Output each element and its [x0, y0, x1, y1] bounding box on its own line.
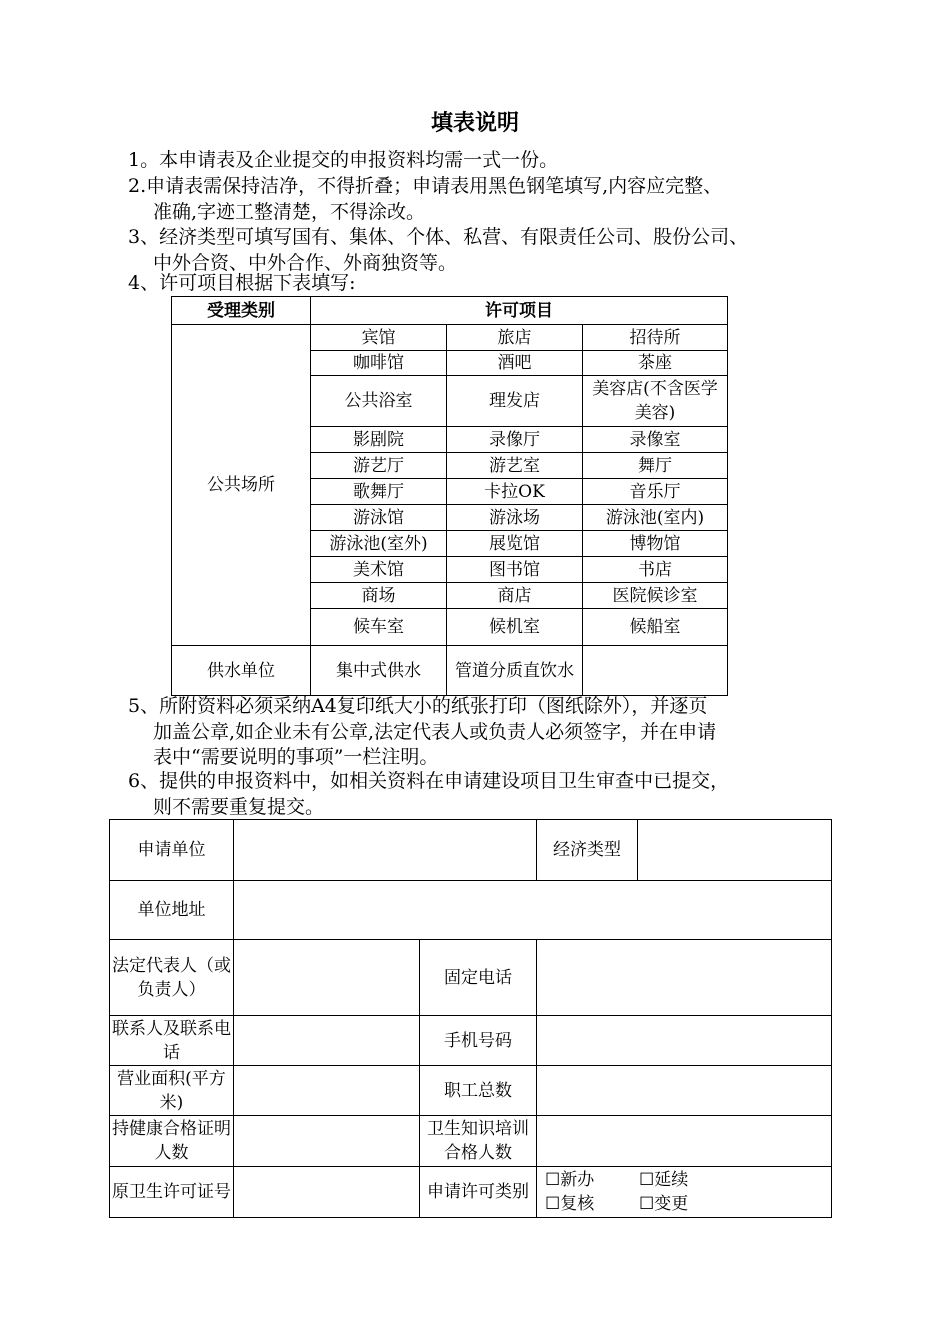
label-contact: 联系人及联系电话	[110, 1016, 234, 1066]
contact-field[interactable]	[234, 1016, 420, 1066]
label-landline: 固定电话	[420, 940, 537, 1016]
label-training: 卫生知识培训合格人数	[420, 1116, 537, 1167]
table-cell: 商场	[311, 583, 447, 609]
table-cell: 游泳池(室内)	[583, 505, 728, 531]
table-cell: 集中式供水	[311, 646, 447, 696]
table-cell: 商店	[447, 583, 583, 609]
table-cell: 卡拉OK	[447, 479, 583, 505]
area-field[interactable]	[234, 1066, 420, 1116]
table-cell: 候船室	[583, 609, 728, 646]
table-cell: 录像室	[583, 427, 728, 453]
table-cell: 医院候诊室	[583, 583, 728, 609]
staff-total-field[interactable]	[537, 1066, 832, 1116]
category-water-supply: 供水单位	[172, 646, 311, 696]
application-form	[109, 819, 832, 1218]
mobile-field[interactable]	[537, 1016, 832, 1066]
old-license-field[interactable]	[234, 1167, 420, 1218]
label-unit-address: 单位地址	[110, 881, 234, 940]
apply-type-options	[537, 1167, 832, 1218]
header-category: 受理类别	[172, 297, 311, 325]
legal-rep-field[interactable]	[234, 940, 420, 1016]
table-cell: 书店	[583, 557, 728, 583]
table-cell: 图书馆	[447, 557, 583, 583]
economic-type-field[interactable]	[638, 820, 832, 881]
table-cell: 公共浴室	[311, 376, 447, 427]
header-items: 许可项目	[311, 297, 728, 325]
table-cell: 咖啡馆	[311, 351, 447, 376]
option-renew-checkbox[interactable]: ☐延续	[639, 1170, 689, 1190]
health-cert-field[interactable]	[234, 1116, 420, 1167]
unit-address-field[interactable]	[234, 881, 832, 940]
table-cell: 旅店	[447, 325, 583, 351]
page-title: 填表说明	[430, 111, 519, 136]
label-health-cert: 持健康合格证明人数	[110, 1116, 234, 1167]
table-cell: 游艺厅	[311, 453, 447, 479]
table-cell: 游泳馆	[311, 505, 447, 531]
table-cell	[583, 646, 728, 696]
label-applicant-unit: 申请单位	[110, 820, 234, 881]
instruction-4: 4、许可项目根据下表填写:	[128, 272, 356, 294]
label-economic-type: 经济类型	[537, 820, 638, 881]
table-cell: 游泳场	[447, 505, 583, 531]
label-staff-total: 职工总数	[420, 1066, 537, 1116]
table-cell: 录像厅	[447, 427, 583, 453]
label-legal-rep: 法定代表人（或负责人）	[110, 940, 234, 1016]
option-new-checkbox[interactable]: ☐新办	[545, 1170, 595, 1190]
instruction-1: 1。本申请表及企业提交的申报资料均需一式一份。	[128, 149, 559, 171]
label-mobile: 手机号码	[420, 1016, 537, 1066]
table-cell: 舞厅	[583, 453, 728, 479]
instruction-6: 6、提供的申报资料中，如相关资料在申请建设项目卫生审查中已提交， 则不需要重复提交。	[128, 770, 730, 818]
option-review-checkbox[interactable]: ☐复核	[545, 1194, 595, 1214]
table-cell: 歌舞厅	[311, 479, 447, 505]
label-apply-type: 申请许可类别	[420, 1167, 537, 1218]
table-cell: 招待所	[583, 325, 728, 351]
landline-field[interactable]	[537, 940, 832, 1016]
license-items-table	[171, 296, 728, 696]
table-cell: 候机室	[447, 609, 583, 646]
label-area: 营业面积(平方米)	[110, 1066, 234, 1116]
table-cell: 游艺室	[447, 453, 583, 479]
table-cell: 游泳池(室外)	[311, 531, 447, 557]
applicant-unit-field[interactable]	[234, 820, 537, 881]
training-field[interactable]	[537, 1116, 832, 1167]
table-cell: 展览馆	[447, 531, 583, 557]
option-change-checkbox[interactable]: ☐变更	[639, 1194, 689, 1214]
table-cell: 博物馆	[583, 531, 728, 557]
table-cell: 美术馆	[311, 557, 447, 583]
instruction-2: 2.申请表需保持洁净，不得折叠；申请表用黑色钢笔填写,内容应完整、 准确,字迹工整清楚，不得涂改。	[128, 175, 723, 223]
instruction-5: 5、所附资料必须采纳A4复印纸大小的纸张打印（图纸除外），并逐页 加盖公章,如企业未有公章,法定代表人或负责人必须签字，并在申请 表中“需要说明的事项”一栏注明。	[128, 695, 717, 768]
label-old-license: 原卫生许可证号	[110, 1167, 234, 1218]
table-cell: 酒吧	[447, 351, 583, 376]
table-cell: 茶座	[583, 351, 728, 376]
category-public-places: 公共场所	[172, 325, 311, 646]
table-cell: 音乐厅	[583, 479, 728, 505]
table-cell: 美容店(不含医学美容)	[583, 376, 728, 427]
instruction-3: 3、经济类型可填写国有、集体、个体、私营、有限责任公司、股份公司、 中外合资、中外合作、外商独资等。	[128, 226, 749, 274]
table-cell: 理发店	[447, 376, 583, 427]
table-cell: 候车室	[311, 609, 447, 646]
table-cell: 影剧院	[311, 427, 447, 453]
table-cell: 管道分质直饮水	[447, 646, 583, 696]
table-cell: 宾馆	[311, 325, 447, 351]
